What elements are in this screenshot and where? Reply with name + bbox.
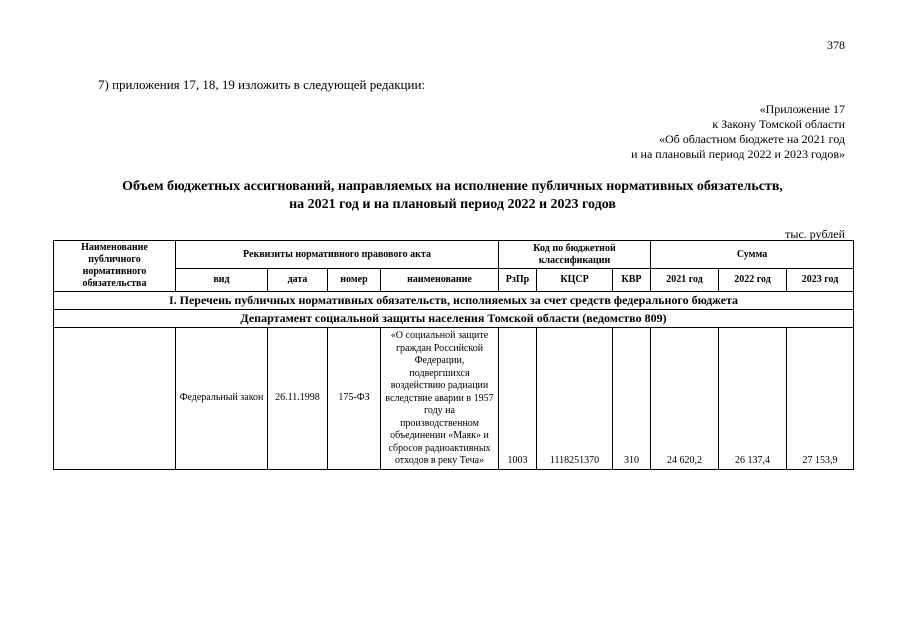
units-label: тыс. рублей: [785, 227, 845, 241]
header-sum: Сумма: [651, 241, 854, 269]
subheader-name: наименование: [381, 269, 499, 292]
header-requisites: Реквизиты нормативного правового акта: [176, 241, 499, 269]
section-title: I. Перечень публичных нормативных обязательств, исполняемых за счет средств федерального бюджета: [54, 292, 854, 310]
budget-table: [53, 240, 854, 470]
appendix-header: [631, 102, 845, 162]
cell-number: 175-ФЗ: [328, 328, 381, 470]
department-title: Департамент социальной защиты населения Томской области (ведомство 809): [54, 310, 854, 328]
appendix-line: к Закону Томской области: [712, 117, 845, 131]
subheader-2021: 2021 год: [651, 269, 719, 292]
cell-kcsr: 1118251370: [537, 328, 613, 470]
subheader-2022: 2022 год: [719, 269, 787, 292]
title-line: Объем бюджетных ассигнований, направляемых на исполнение публичных нормативных обязательств,: [122, 179, 783, 194]
subheader-date: дата: [268, 269, 328, 292]
subheader-2023: 2023 год: [787, 269, 854, 292]
subheader-kcsr: КЦСР: [537, 269, 613, 292]
cell-2022: 26 137,4: [719, 328, 787, 470]
header-obligation: Наименование публичного нормативного обязательства: [54, 241, 176, 292]
subheader-number: номер: [328, 269, 381, 292]
appendix-line: «Приложение 17: [759, 102, 845, 116]
cell-type: Федеральный закон: [176, 328, 268, 470]
cell-kvr: 310: [613, 328, 651, 470]
cell-name: «О социальной защите граждан Российской Федерации, подвергшихся воздействию радиации вследствие аварии в 1957 году на производственном объединении «Маяк» и сбросов радиоактивных отходов в реку Теча»: [381, 328, 499, 470]
section-row: [54, 292, 854, 310]
appendix-line: «Об областном бюджете на 2021 год: [659, 132, 845, 146]
department-row: [54, 310, 854, 328]
cell-2023: 27 153,9: [787, 328, 854, 470]
title-line: на 2021 год и на плановый период 2022 и 2023 годов: [289, 197, 616, 212]
page-number: 378: [827, 38, 845, 52]
table-header-row: [54, 241, 854, 269]
intro-text: 7) приложения 17, 18, 19 изложить в следующей редакции:: [98, 77, 426, 92]
appendix-line: и на плановый период 2022 и 2023 годов»: [631, 147, 845, 161]
header-code: Код по бюджетной классификации: [499, 241, 651, 269]
cell-obligation: [54, 328, 176, 470]
cell-rzpr: 1003: [499, 328, 537, 470]
document-title: [60, 178, 845, 214]
subheader-kvr: КВР: [613, 269, 651, 292]
subheader-rzpr: РзПр: [499, 269, 537, 292]
table-row: [54, 328, 854, 470]
cell-date: 26.11.1998: [268, 328, 328, 470]
cell-2021: 24 620,2: [651, 328, 719, 470]
subheader-type: вид: [176, 269, 268, 292]
